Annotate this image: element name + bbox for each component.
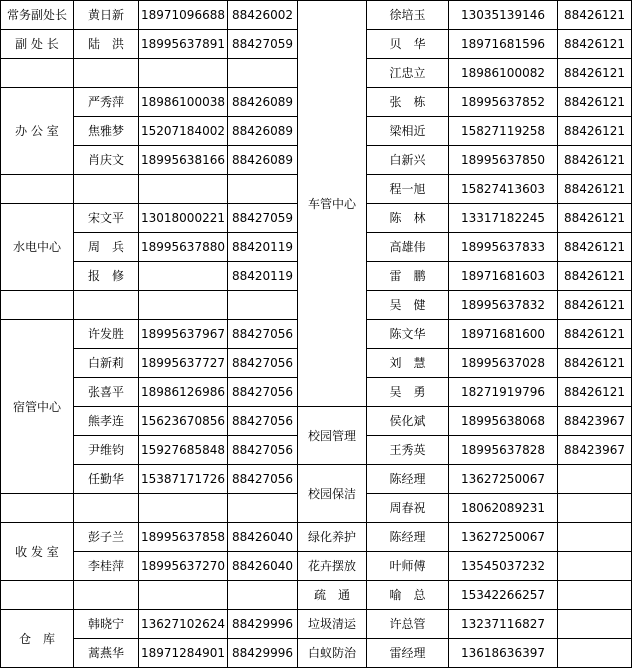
contact-name: 黄日新 (74, 1, 139, 30)
mobile-number (139, 175, 228, 204)
mobile-number: 15827413603 (449, 175, 558, 204)
office-number (228, 291, 298, 320)
department-label (1, 291, 74, 320)
office-number: 88426121 (558, 262, 632, 291)
office-number: 88426121 (558, 59, 632, 88)
office-number: 88426121 (558, 30, 632, 59)
office-number: 88426089 (228, 146, 298, 175)
contact-name (74, 581, 139, 610)
table-row (1, 407, 632, 436)
department-label: 疏 通 (298, 581, 367, 610)
contact-name: 雷 鹏 (367, 262, 449, 291)
contact-name: 周 兵 (74, 233, 139, 262)
mobile-number: 18986100082 (449, 59, 558, 88)
table-row (1, 639, 632, 668)
office-number (228, 175, 298, 204)
office-number: 88426121 (558, 88, 632, 117)
contact-name: 蒿燕华 (74, 639, 139, 668)
contact-name: 严秀萍 (74, 88, 139, 117)
department-label: 副 处 长 (1, 30, 74, 59)
office-number: 88420119 (228, 233, 298, 262)
department-label: 常务副处长 (1, 1, 74, 30)
mobile-number: 18971681603 (449, 262, 558, 291)
office-number: 88426121 (558, 117, 632, 146)
office-number (558, 494, 632, 523)
contact-name: 高雄伟 (367, 233, 449, 262)
office-number: 88427056 (228, 436, 298, 465)
mobile-number: 18986100038 (139, 88, 228, 117)
mobile-number: 18995637833 (449, 233, 558, 262)
contact-name: 任勤华 (74, 465, 139, 494)
mobile-number: 18995637858 (139, 523, 228, 552)
department-label: 绿化养护 (298, 523, 367, 552)
office-number (558, 465, 632, 494)
mobile-number: 13545037232 (449, 552, 558, 581)
office-number: 88426040 (228, 552, 298, 581)
mobile-number: 13237116827 (449, 610, 558, 639)
contact-name: 李桂萍 (74, 552, 139, 581)
mobile-number: 13618636397 (449, 639, 558, 668)
office-number: 88427056 (228, 465, 298, 494)
mobile-number: 18995637967 (139, 320, 228, 349)
contact-name: 徐培玉 (367, 1, 449, 30)
department-label: 收 发 室 (1, 523, 74, 581)
contact-name: 叶师傅 (367, 552, 449, 581)
office-number: 88427056 (228, 349, 298, 378)
contact-name: 彭子兰 (74, 523, 139, 552)
contact-name: 宋文平 (74, 204, 139, 233)
contact-name: 侯化斌 (367, 407, 449, 436)
mobile-number: 18995637028 (449, 349, 558, 378)
office-number (228, 59, 298, 88)
contact-name: 吴 健 (367, 291, 449, 320)
office-number: 88426121 (558, 349, 632, 378)
office-number: 88426121 (558, 175, 632, 204)
office-number: 88426002 (228, 1, 298, 30)
department-label: 校园保洁 (298, 465, 367, 523)
office-number: 88429996 (228, 639, 298, 668)
table-row (1, 1, 632, 30)
contact-name: 许发胜 (74, 320, 139, 349)
contact-name: 陈文华 (367, 320, 449, 349)
office-number (558, 552, 632, 581)
contact-name: 陈 林 (367, 204, 449, 233)
contact-name (74, 494, 139, 523)
contact-name: 周春祝 (367, 494, 449, 523)
mobile-number: 15207184002 (139, 117, 228, 146)
contact-name: 吴 勇 (367, 378, 449, 407)
department-label: 宿管中心 (1, 320, 74, 494)
contact-name: 肖庆文 (74, 146, 139, 175)
mobile-number (139, 581, 228, 610)
department-label: 花卉摆放 (298, 552, 367, 581)
mobile-number: 13627250067 (449, 465, 558, 494)
department-label: 白蚁防治 (298, 639, 367, 668)
table-row (1, 465, 632, 494)
mobile-number: 18971681596 (449, 30, 558, 59)
office-number: 88426121 (558, 291, 632, 320)
contact-name (74, 291, 139, 320)
mobile-number: 18995637850 (449, 146, 558, 175)
office-number (228, 494, 298, 523)
mobile-number: 13627250067 (449, 523, 558, 552)
mobile-number: 15827119258 (449, 117, 558, 146)
mobile-number: 13018000221 (139, 204, 228, 233)
office-number: 88427056 (228, 320, 298, 349)
mobile-number: 15387171726 (139, 465, 228, 494)
mobile-number: 18971284901 (139, 639, 228, 668)
office-number: 88426121 (558, 1, 632, 30)
department-label (1, 175, 74, 204)
office-number: 88420119 (228, 262, 298, 291)
contact-name: 陆 洪 (74, 30, 139, 59)
contact-name: 张喜平 (74, 378, 139, 407)
office-number: 88427056 (228, 407, 298, 436)
office-number: 88427056 (228, 378, 298, 407)
department-label (1, 59, 74, 88)
contact-name (74, 175, 139, 204)
contact-name: 王秀英 (367, 436, 449, 465)
mobile-number: 15927685848 (139, 436, 228, 465)
contact-name: 焦雅梦 (74, 117, 139, 146)
office-number: 88426121 (558, 204, 632, 233)
mobile-number (139, 59, 228, 88)
mobile-number: 13317182245 (449, 204, 558, 233)
contact-name: 熊孝连 (74, 407, 139, 436)
office-number: 88426121 (558, 378, 632, 407)
office-number: 88426121 (558, 146, 632, 175)
contact-name: 白新莉 (74, 349, 139, 378)
office-number: 88423967 (558, 407, 632, 436)
office-number: 88429996 (228, 610, 298, 639)
contact-name: 江忠立 (367, 59, 449, 88)
contact-name: 报 修 (74, 262, 139, 291)
mobile-number: 18986126986 (139, 378, 228, 407)
contact-name: 陈经理 (367, 523, 449, 552)
mobile-number: 15623670856 (139, 407, 228, 436)
office-number: 88427059 (228, 204, 298, 233)
mobile-number (139, 494, 228, 523)
contact-name: 喻 总 (367, 581, 449, 610)
office-number (558, 610, 632, 639)
department-label (1, 581, 74, 610)
table-row (1, 552, 632, 581)
contact-name: 韩晓宁 (74, 610, 139, 639)
contact-name: 陈经理 (367, 465, 449, 494)
mobile-number: 18995637828 (449, 436, 558, 465)
contact-name: 白新兴 (367, 146, 449, 175)
office-number: 88426121 (558, 320, 632, 349)
contact-name: 许总管 (367, 610, 449, 639)
mobile-number: 18995638068 (449, 407, 558, 436)
table-row (1, 523, 632, 552)
table-row (1, 610, 632, 639)
mobile-number: 18062089231 (449, 494, 558, 523)
office-number: 88427059 (228, 30, 298, 59)
office-number (558, 639, 632, 668)
contact-name: 梁相近 (367, 117, 449, 146)
department-label: 车管中心 (298, 1, 367, 407)
department-label: 垃圾清运 (298, 610, 367, 639)
mobile-number: 13035139146 (449, 1, 558, 30)
mobile-number: 18995637832 (449, 291, 558, 320)
table-row (1, 581, 632, 610)
department-label: 水电中心 (1, 204, 74, 291)
department-label: 办 公 室 (1, 88, 74, 175)
office-number: 88426040 (228, 523, 298, 552)
office-number: 88426089 (228, 88, 298, 117)
contact-name: 程一旭 (367, 175, 449, 204)
contact-name: 雷经理 (367, 639, 449, 668)
mobile-number: 18971681600 (449, 320, 558, 349)
department-label: 仓 库 (1, 610, 74, 668)
mobile-number: 18995637880 (139, 233, 228, 262)
contact-name: 尹维钧 (74, 436, 139, 465)
office-number (558, 581, 632, 610)
mobile-number: 18995638166 (139, 146, 228, 175)
mobile-number (139, 262, 228, 291)
office-number (558, 523, 632, 552)
department-label (1, 494, 74, 523)
mobile-number: 18995637270 (139, 552, 228, 581)
contact-name: 贝 华 (367, 30, 449, 59)
mobile-number: 18995637852 (449, 88, 558, 117)
office-number (228, 581, 298, 610)
mobile-number: 18995637727 (139, 349, 228, 378)
office-number: 88426121 (558, 233, 632, 262)
mobile-number: 15342266257 (449, 581, 558, 610)
office-number: 88426089 (228, 117, 298, 146)
contact-name: 刘 慧 (367, 349, 449, 378)
mobile-number: 18995637891 (139, 30, 228, 59)
office-number: 88423967 (558, 436, 632, 465)
contact-name (74, 59, 139, 88)
contact-name: 张 栋 (367, 88, 449, 117)
mobile-number (139, 291, 228, 320)
mobile-number: 18271919796 (449, 378, 558, 407)
department-label: 校园管理 (298, 407, 367, 465)
mobile-number: 18971096688 (139, 1, 228, 30)
mobile-number: 13627102624 (139, 610, 228, 639)
